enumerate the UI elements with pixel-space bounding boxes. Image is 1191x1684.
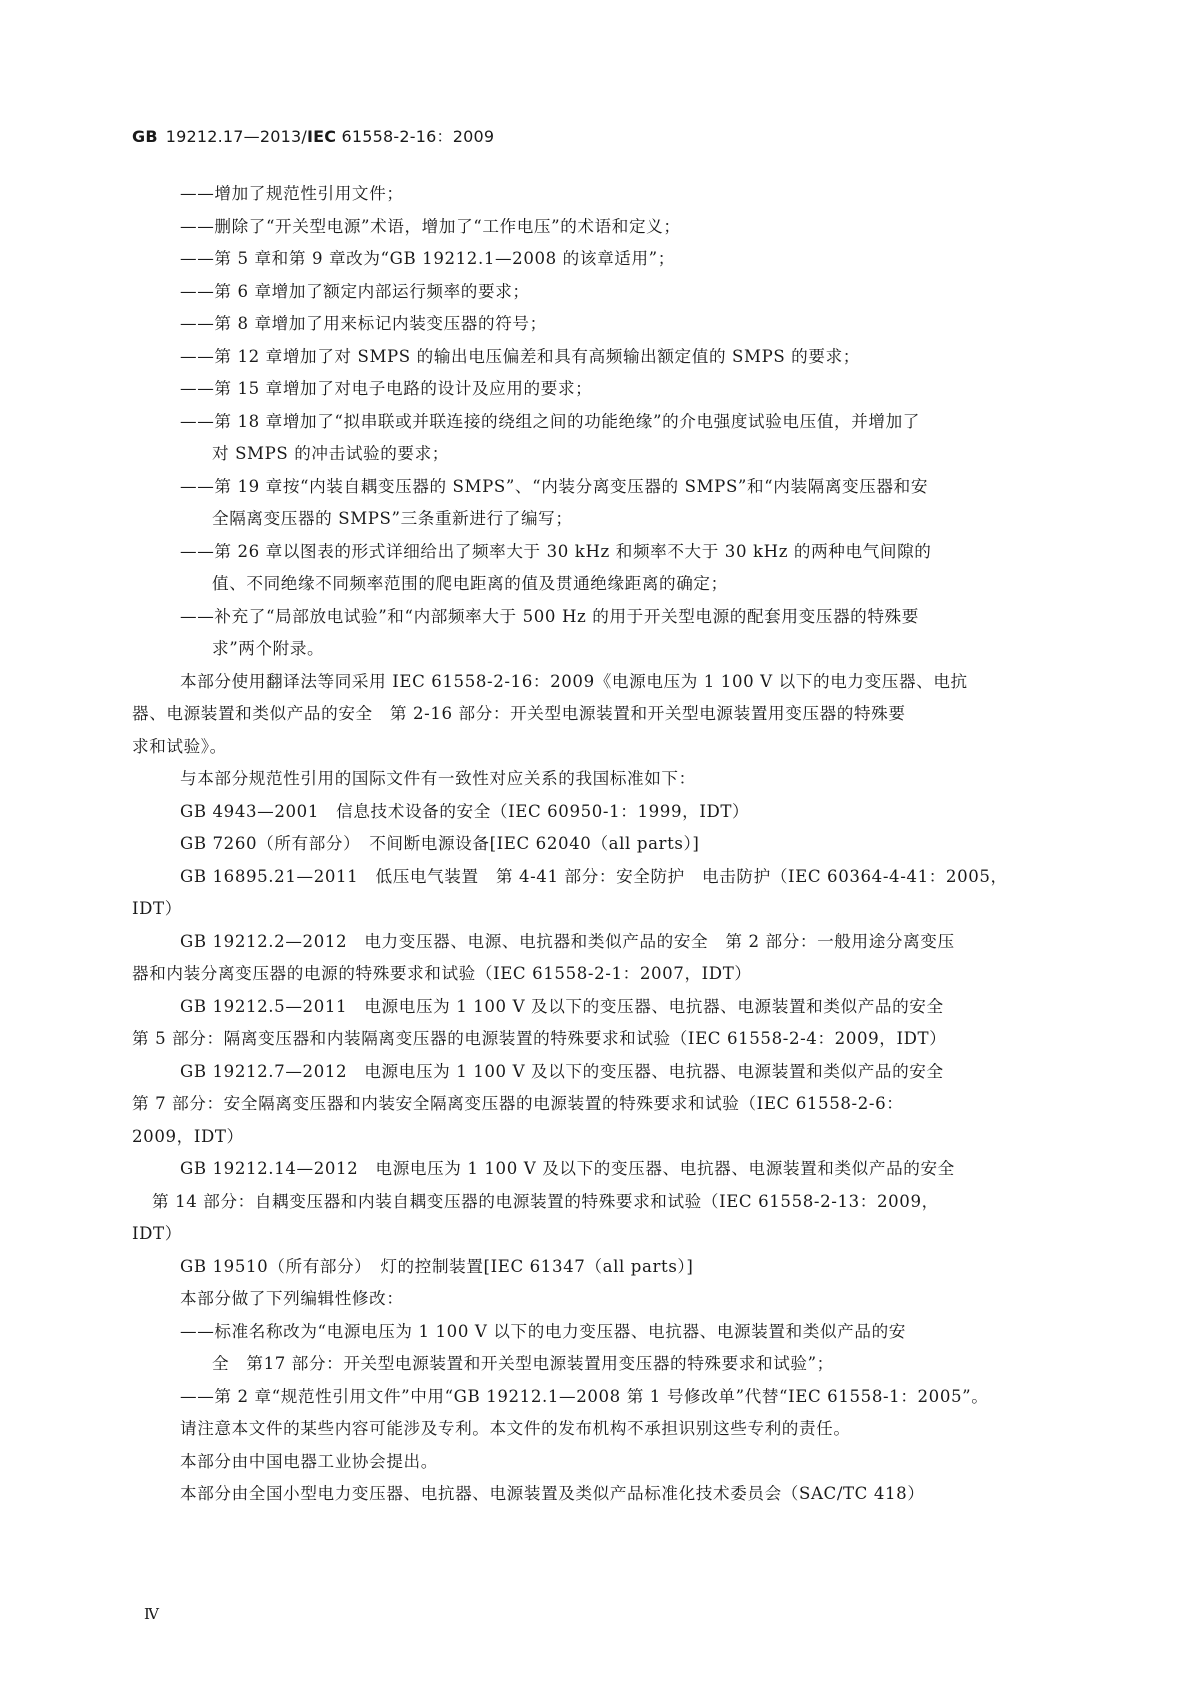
change-item: ——第 8 章增加了用来标记内装变压器的符号；: [180, 314, 547, 333]
translation-line1: 本部分使用翻译法等同采用 IEC 61558-2-16：2009《电源电压为 1 100 V 以下的电力变压器、电抗: [180, 671, 968, 691]
document-header: [132, 124, 494, 147]
edit-item-1-line1: ——标准名称改为“电源电压为 1 100 V 以下的电力变压器、电抗器、电源装置和类似产品的安: [180, 1321, 906, 1341]
ref-gb19510: GB 19510（所有部分） 灯的控制装置[IEC 61347（all parts）]: [180, 1256, 694, 1276]
ref-gb4943: GB 4943—2001 信息技术设备的安全（IEC 60950-1：1999，IDT）: [180, 801, 750, 821]
header-code: 19212.17—2013/: [165, 127, 307, 146]
translation-line3: 求和试验》。: [132, 736, 227, 756]
ref-gb16895-line2: IDT）: [132, 899, 182, 918]
change-item-26-line2: 值、不同绝缘不同频率范围的爬电距离的值及贯通绝缘距离的确定；: [212, 574, 728, 593]
header-iec-code: 61558-2-16：2009: [341, 127, 495, 146]
edit-item-1-line2: 全 第17 部分：开关型电源装置和开关型电源装置用变压器的特殊要求和试验”；: [212, 1354, 834, 1373]
proposed-by: 本部分由中国电器工业协会提出。: [180, 1451, 438, 1471]
ref-gb19212-5-line2: 第 5 部分：隔离变压器和内装隔离变压器的电源装置的特殊要求和试验（IEC 61558-2-4：2009，IDT）: [132, 1029, 947, 1048]
change-item: ——第 6 章增加了额定内部运行频率的要求；: [180, 281, 530, 301]
ref-gb19212-7-line3: 2009，IDT）: [132, 1126, 244, 1146]
ref-gb19212-7-line1: GB 19212.7—2012 电源电压为 1 100 V 及以下的变压器、电抗器、电源装置和类似产品的安全: [180, 1061, 944, 1081]
ref-gb19212-5-line1: GB 19212.5—2011 电源电压为 1 100 V 及以下的变压器、电抗器、电源装置和类似产品的安全: [180, 996, 944, 1016]
edits-intro: 本部分做了下列编辑性修改：: [180, 1289, 404, 1308]
change-item-19-line1: ——第 19 章按“内装自耦变压器的 SMPS”、“内装分离变压器的 SMPS”和“内装隔离变压器和安: [180, 476, 929, 496]
change-item-19-line2: 全隔离变压器的 SMPS”三条重新进行了编写；: [212, 509, 573, 528]
ref-gb19212-14-line3: IDT）: [132, 1224, 182, 1243]
ref-gb19212-14-line2: 第 14 部分：自耦变压器和内装自耦变压器的电源装置的特殊要求和试验（IEC 61558-2-13：2009，: [152, 1191, 939, 1211]
committee-line: 本部分由全国小型电力变压器、电抗器、电源装置及类似产品标准化技术委员会（SAC/TC 418）: [180, 1484, 925, 1503]
header-iec: IEC: [307, 127, 337, 146]
change-item-annex-line1: ——补充了“局部放电试验”和“内部频率大于 500 Hz 的用于开关型电源的配套用变压器的特殊要: [180, 606, 919, 626]
change-item: ——增加了规范性引用文件；: [180, 184, 404, 203]
change-item: ——第 5 章和第 9 章改为“GB 19212.1—2008 的该章适用”；: [180, 249, 675, 268]
change-item: ——第 12 章增加了对 SMPS 的输出电压偏差和具有高频输出额定值的 SMPS 的要求；: [180, 346, 860, 366]
change-item-18-line1: ——第 18 章增加了“拟串联或并联连接的绕组之间的功能绝缘”的介电强度试验电压值，并增加了: [180, 411, 920, 431]
ref-gb19212-2-line1: GB 19212.2—2012 电力变压器、电源、电抗器和类似产品的安全 第 2 部分：一般用途分离变压: [180, 931, 955, 951]
refs-intro: 与本部分规范性引用的国际文件有一致性对应关系的我国标准如下：: [180, 769, 696, 788]
ref-gb7260: GB 7260（所有部分） 不间断电源设备[IEC 62040（all parts）]: [180, 834, 700, 853]
ref-gb19212-7-line2: 第 7 部分：安全隔离变压器和内装安全隔离变压器的电源装置的特殊要求和试验（IEC 61558-2-6：: [132, 1094, 904, 1113]
page-number: Ⅳ: [144, 1605, 159, 1623]
change-item: ——删除了“开关型电源”术语，增加了“工作电压”的术语和定义；: [180, 216, 681, 236]
change-item-annex-line2: 求”两个附录。: [212, 639, 325, 658]
patent-notice: 请注意本文件的某些内容可能涉及专利。本文件的发布机构不承担识别这些专利的责任。: [180, 1419, 851, 1438]
header-gb: GB: [132, 127, 158, 146]
ref-gb19212-2-line2: 器和内装分离变压器的电源的特殊要求和试验（IEC 61558-2-1：2007，IDT）: [132, 964, 752, 983]
ref-gb16895-line1: GB 16895.21—2011 低压电气装置 第 4-41 部分：安全防护 电击防护（IEC 60364-4-41：2005，: [180, 866, 1008, 886]
translation-line2: 器、电源装置和类似产品的安全 第 2-16 部分：开关型电源装置和开关型电源装置用变压器的特殊要: [132, 704, 906, 723]
change-item: ——第 15 章增加了对电子电路的设计及应用的要求；: [180, 379, 593, 398]
change-item-18-line2: 对 SMPS 的冲击试验的要求；: [212, 444, 449, 463]
ref-gb19212-14-line1: GB 19212.14—2012 电源电压为 1 100 V 及以下的变压器、电抗器、电源装置和类似产品的安全: [180, 1159, 955, 1178]
document-body: [132, 178, 1060, 1511]
change-item-26-line1: ——第 26 章以图表的形式详细给出了频率大于 30 kHz 和频率不大于 30 kHz 的两种电气间隙的: [180, 541, 932, 561]
edit-item-2: ——第 2 章“规范性引用文件”中用“GB 19212.1—2008 第 1 号修改单”代替“IEC 61558-1：2005”。: [180, 1386, 989, 1406]
